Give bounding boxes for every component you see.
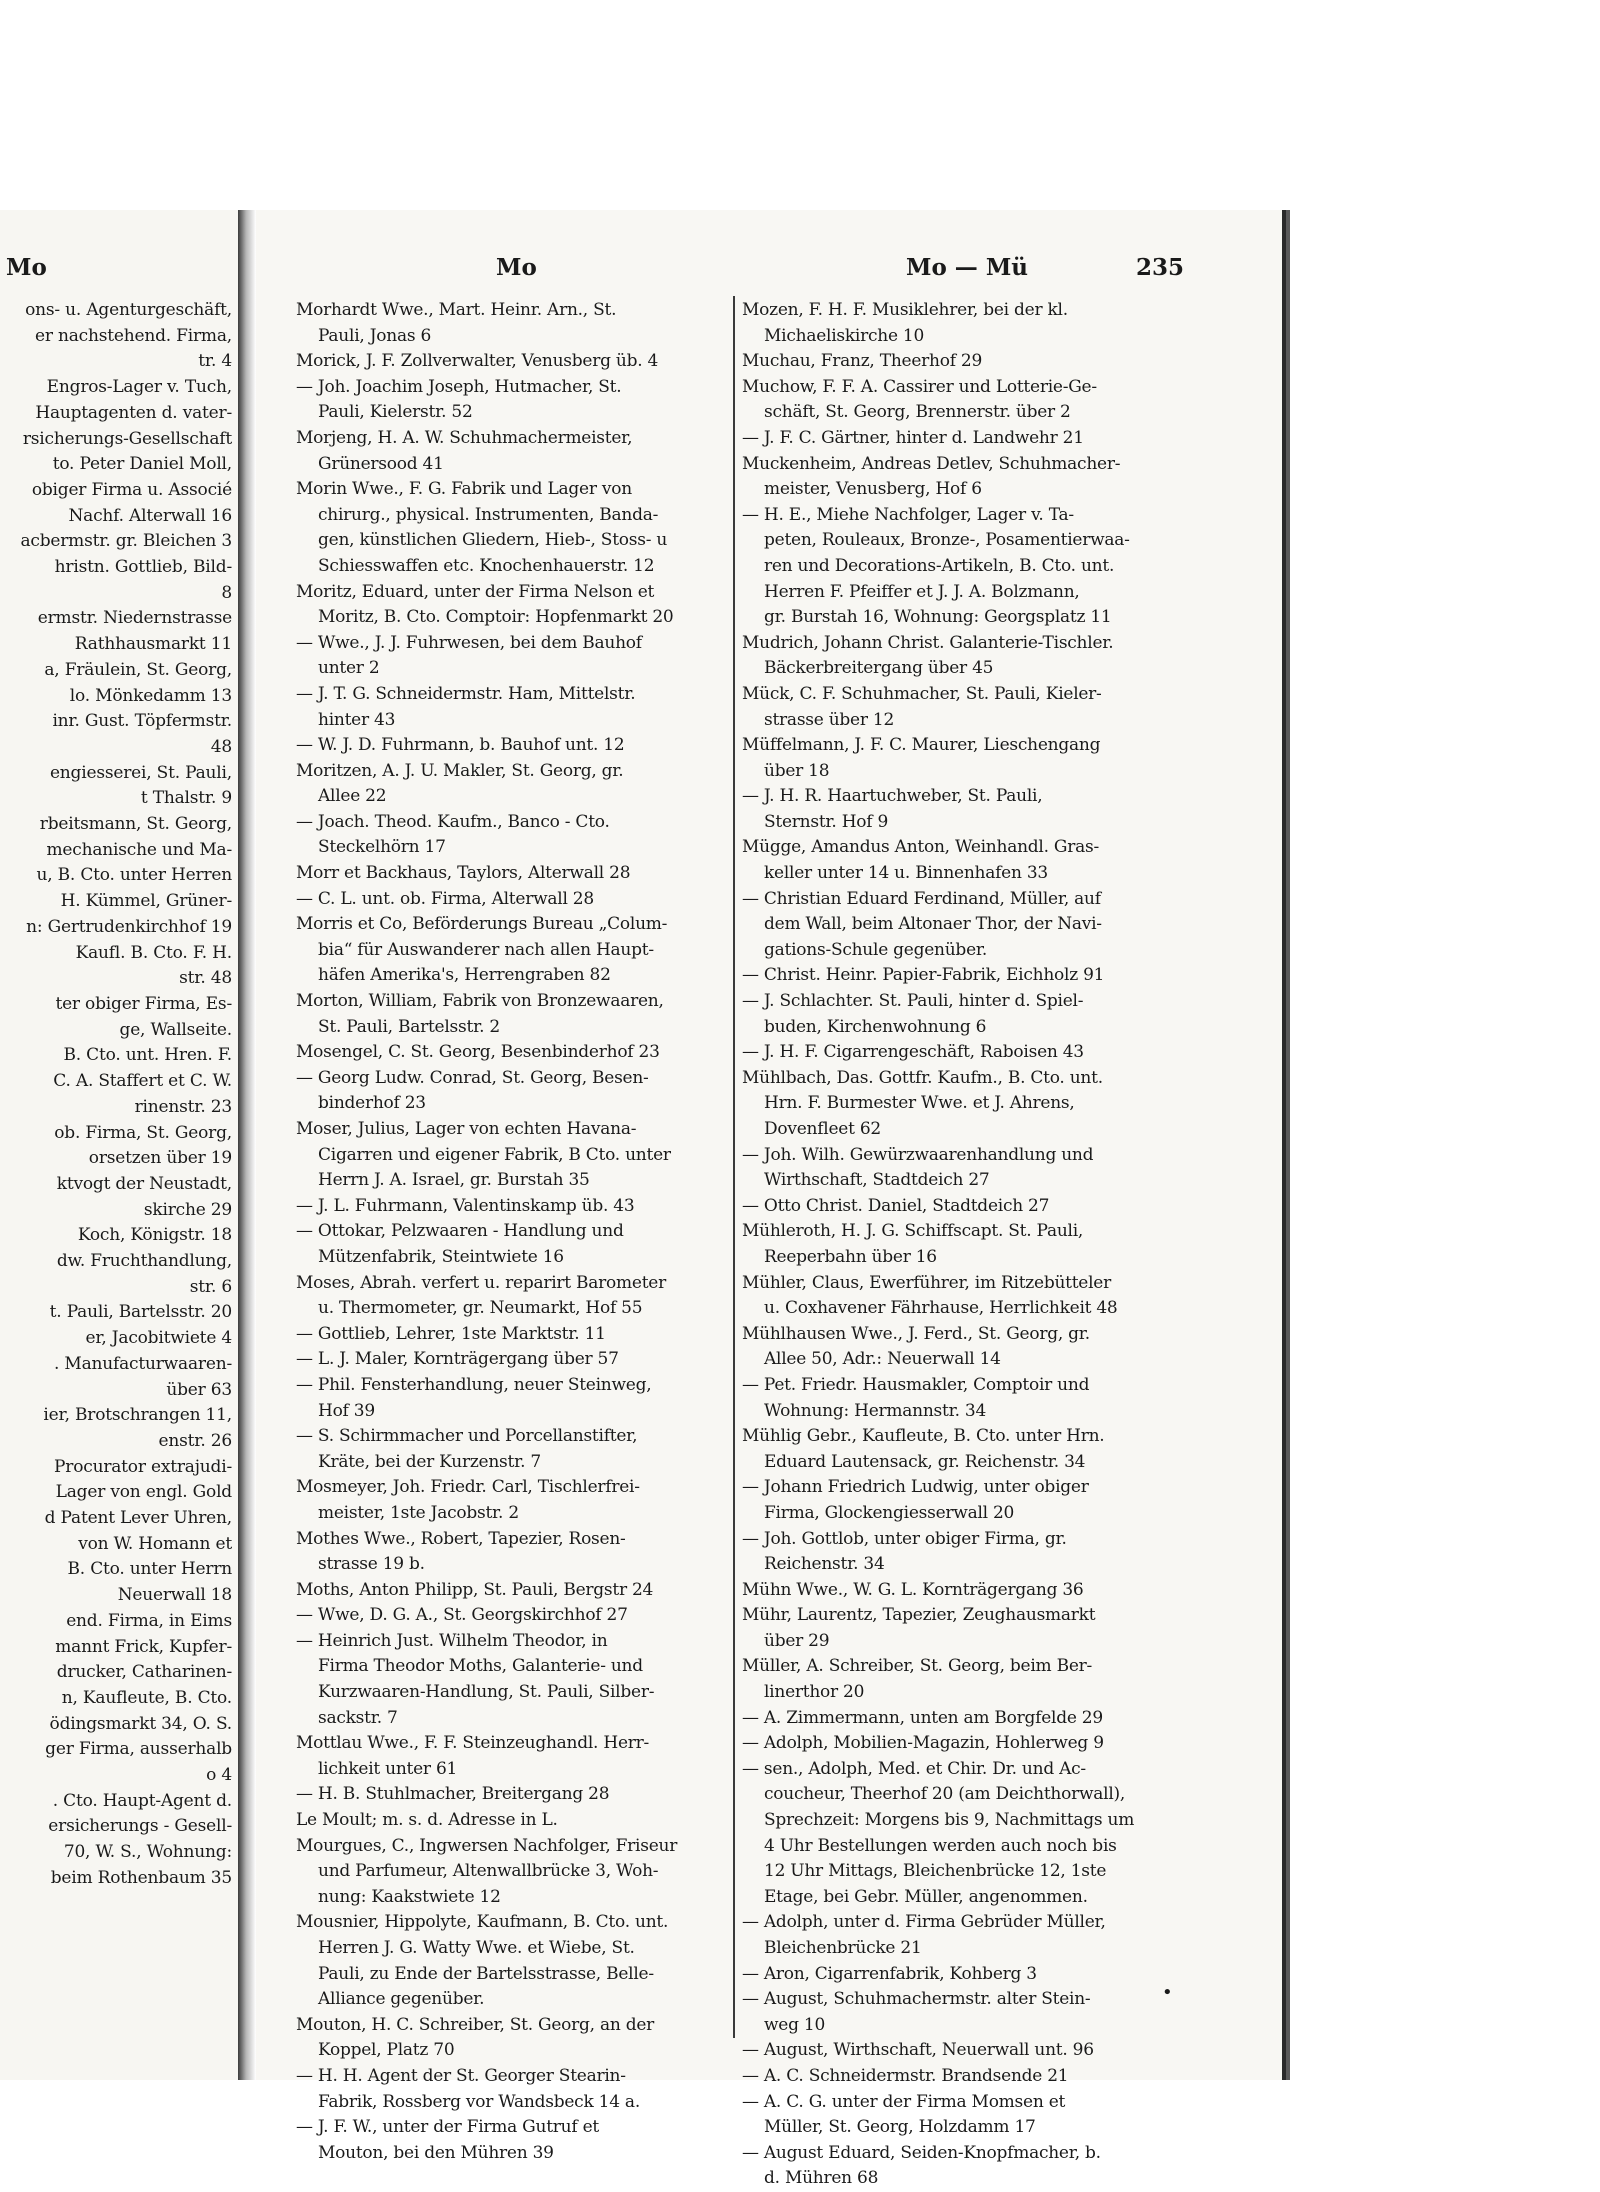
- entry-continuation-line: Moritz, B. Cto. Comptoir: Hopfenmarkt 20: [318, 607, 674, 628]
- entry-name-line: — L. J. Maler, Kornträgergang über 57: [296, 1349, 619, 1370]
- entry-continuation-line: gr. Burstah 16, Wohnung: Georgsplatz 11: [764, 607, 1112, 628]
- entry-name-line: Mühlig Gebr., Kaufleute, B. Cto. unter Hrn.: [742, 1426, 1105, 1447]
- directory-entry: [296, 1834, 716, 1911]
- previous-page-line: Hauptagenten d. vater-: [35, 402, 232, 423]
- entry-continuation-line: schäft, St. Georg, Brennerstr. über 2: [764, 402, 1071, 423]
- directory-entry: [296, 1603, 716, 1629]
- entry-name-line: — J. L. Fuhrmann, Valentinskamp üb. 43: [296, 1195, 635, 1216]
- entry-continuation-line: Allee 50, Adr.: Neuerwall 14: [764, 1349, 1001, 1370]
- previous-page-line: mannt Frick, Kupfer-: [55, 1636, 232, 1657]
- entry-continuation-line: Eduard Lautensack, gr. Reichenstr. 34: [764, 1451, 1086, 1472]
- entry-name-line: Mügge, Amandus Anton, Weinhandl. Gras-: [742, 837, 1099, 858]
- entry-continuation-line: Herrn J. A. Israel, gr. Burstah 35: [318, 1170, 590, 1191]
- entry-continuation-line: Müller, St. Georg, Holzdamm 17: [764, 2117, 1036, 2138]
- entry-name-line: — A. C. Schneidermstr. Brandsende 21: [742, 2065, 1069, 2086]
- directory-entry: [742, 349, 1172, 375]
- previous-page-line: von W. Homann et: [78, 1533, 232, 1554]
- previous-page-line: ermstr. Niedernstrasse: [37, 608, 232, 629]
- previous-page-line: Nachf. Alterwall 16: [68, 505, 232, 526]
- entry-name-line: — Wwe., J. J. Fuhrwesen, bei dem Bauhof: [296, 632, 642, 653]
- entry-continuation-line: Bleichenbrücke 21: [764, 1938, 922, 1958]
- directory-entry: [742, 1962, 1172, 1988]
- entry-name-line: — August Eduard, Seiden-Knopfmacher, b.: [742, 2142, 1101, 2163]
- entry-continuation-line: über 18: [764, 760, 830, 781]
- directory-entry: [296, 759, 716, 810]
- entry-continuation-line: d. Mühren 68: [764, 2168, 879, 2189]
- directory-entry: [296, 912, 716, 989]
- entry-continuation-line: coucheur, Theerhof 20 (am Deichthorwall),: [764, 1784, 1126, 1805]
- entry-name-line: — Adolph, unter d. Firma Gebrüder Müller,: [742, 1912, 1106, 1933]
- directory-entry: [296, 1040, 716, 1066]
- entry-continuation-line: gen, künstlichen Gliedern, Hieb-, Stoss- u: [318, 530, 668, 551]
- entry-name-line: Morhardt Wwe., Mart. Heinr. Arn., St.: [296, 300, 617, 320]
- directory-entry: [742, 1706, 1172, 1732]
- directory-entry: [742, 1322, 1172, 1373]
- previous-page-line: 70, W. S., Wohnung:: [63, 1842, 232, 1863]
- entry-continuation-line: Cigarren und eigener Fabrik, B Cto. unter: [318, 1144, 671, 1165]
- previous-page-line: inr. Gust. Töpfermstr.: [52, 711, 232, 732]
- entry-name-line: — J. H. R. Haartuchweber, St. Pauli,: [742, 786, 1043, 807]
- entry-continuation-line: Pauli, Jonas 6: [318, 325, 432, 346]
- directory-entry: [742, 1373, 1172, 1424]
- entry-continuation-line: linerthor 20: [764, 1682, 865, 1703]
- directory-entry: [296, 733, 716, 759]
- entry-name-line: — S. Schirmmacher und Porcellanstifter,: [296, 1426, 638, 1447]
- previous-page-line: o 4: [206, 1765, 232, 1786]
- entry-continuation-line: 12 Uhr Mittags, Bleichenbrücke 12, 1ste: [764, 1861, 1107, 1882]
- previous-page-line: Neuerwall 18: [117, 1585, 232, 1606]
- directory-entry: [742, 835, 1172, 886]
- directory-entry: [742, 887, 1172, 964]
- entry-name-line: — August, Wirthschaft, Neuerwall unt. 96: [742, 2040, 1094, 2061]
- directory-entry: [742, 503, 1172, 631]
- entry-name-line: Mozen, F. H. F. Musiklehrer, bei der kl.: [742, 300, 1068, 320]
- entry-continuation-line: weg 10: [764, 2014, 826, 2035]
- directory-entry: [742, 1194, 1172, 1220]
- entry-continuation-line: Reichenstr. 34: [764, 1554, 885, 1575]
- previous-page-line: ger Firma, ausserhalb: [45, 1739, 232, 1760]
- directory-entry: [742, 1731, 1172, 1757]
- directory-entry: [296, 1424, 716, 1475]
- previous-page-line: n, Kaufleute, B. Cto.: [61, 1687, 232, 1708]
- directory-entry: [742, 298, 1172, 349]
- directory-entry: [742, 426, 1172, 452]
- entry-name-line: — Johann Friedrich Ludwig, unter obiger: [742, 1477, 1089, 1498]
- previous-page-line: ons- u. Agenturgeschäft,: [25, 300, 232, 320]
- entry-name-line: — Gottlieb, Lehrer, 1ste Marktstr. 11: [296, 1323, 606, 1344]
- entry-continuation-line: Mützenfabrik, Steintwiete 16: [318, 1246, 564, 1267]
- previous-page-line: drucker, Catharinen-: [56, 1662, 232, 1683]
- directory-entry: [742, 1527, 1172, 1578]
- entry-name-line: — A. Zimmermann, unten am Borgfelde 29: [742, 1707, 1103, 1728]
- entry-name-line: Mouton, H. C. Schreiber, St. Georg, an der: [296, 2014, 655, 2035]
- previous-page-line: hristn. Gottlieb, Bild-: [54, 557, 232, 578]
- previous-page-header: Mo: [6, 254, 47, 281]
- entry-continuation-line: binderhof 23: [318, 1093, 426, 1114]
- entry-continuation-line: Wirthschaft, Stadtdeich 27: [764, 1170, 990, 1191]
- header-range: Mo — Mü: [906, 254, 1028, 281]
- entry-name-line: — Heinrich Just. Wilhelm Theodor, in: [296, 1630, 608, 1651]
- directory-entry: [742, 1424, 1172, 1475]
- entry-continuation-line: Pauli, Kielerstr. 52: [318, 402, 473, 423]
- entry-name-line: — Ottokar, Pelzwaaren - Handlung und: [296, 1221, 624, 1242]
- entry-continuation-line: Wohnung: Hermannstr. 34: [764, 1400, 987, 1421]
- entry-name-line: Mothes Wwe., Robert, Tapezier, Rosen-: [296, 1528, 626, 1549]
- entry-name-line: Mudrich, Johann Christ. Galanterie-Tischler.: [742, 632, 1114, 653]
- previous-page-line: H. Kümmel, Grüner-: [60, 891, 232, 912]
- previous-page-line: Lager von engl. Gold: [55, 1482, 232, 1503]
- previous-page-line: enstr. 26: [158, 1430, 232, 1451]
- directory-entry: [742, 1578, 1172, 1604]
- entry-name-line: Morjeng, H. A. W. Schuhmachermeister,: [296, 427, 633, 448]
- entry-continuation-line: u. Coxhavener Fährhause, Herrlichkeit 48: [764, 1298, 1118, 1319]
- entry-name-line: — J. H. F. Cigarrengeschäft, Raboisen 43: [742, 1042, 1084, 1063]
- entry-continuation-line: buden, Kirchenwohnung 6: [764, 1016, 987, 1037]
- previous-page-line: n: Gertrudenkirchhof 19: [26, 916, 232, 937]
- entry-name-line: — Joh. Gottlob, unter obiger Firma, gr.: [742, 1528, 1067, 1549]
- previous-page-line: B. Cto. unt. Hren. F.: [63, 1045, 232, 1066]
- entry-name-line: Moths, Anton Philipp, St. Pauli, Bergstr 24: [296, 1579, 654, 1600]
- entry-continuation-line: Firma Theodor Moths, Galanterie- und: [318, 1656, 643, 1677]
- previous-page-line: t Thalstr. 9: [140, 788, 232, 809]
- entry-continuation-line: Alliance gegenüber.: [318, 1989, 485, 2010]
- entry-name-line: Morris et Co, Beförderungs Bureau „Colum-: [296, 914, 668, 935]
- directory-entry: [742, 1475, 1172, 1526]
- previous-page-line: ersicherungs - Gesell-: [48, 1816, 232, 1837]
- previous-page-line: er nachstehend. Firma,: [34, 325, 232, 346]
- directory-entry: [296, 1731, 716, 1782]
- entry-continuation-line: häfen Amerika's, Herrengraben 82: [318, 965, 611, 986]
- previous-page-line: end. Firma, in Eims: [66, 1610, 232, 1631]
- entry-continuation-line: dem Wall, beim Altonaer Thor, der Navi-: [764, 914, 1102, 935]
- directory-entry: [296, 298, 716, 349]
- previous-page-line: rbeitsmann, St. Georg,: [39, 814, 232, 835]
- entry-continuation-line: peten, Rouleaux, Bronze-, Posamentierwaa-: [764, 530, 1130, 551]
- directory-entry: [296, 1910, 716, 2012]
- entry-continuation-line: Reeperbahn über 16: [764, 1246, 937, 1267]
- previous-page-line: dw. Fruchthandlung,: [56, 1251, 232, 1272]
- directory-entry: [742, 1603, 1172, 1654]
- entry-continuation-line: meister, 1ste Jacobstr. 2: [318, 1502, 519, 1523]
- entry-name-line: Muchau, Franz, Theerhof 29: [742, 351, 983, 372]
- entry-name-line: Mühr, Laurentz, Tapezier, Zeughausmarkt: [742, 1605, 1096, 1626]
- entry-continuation-line: Kräte, bei der Kurzenstr. 7: [318, 1451, 541, 1472]
- entry-continuation-line: ren und Decorations-Artikeln, B. Cto. unt.: [764, 555, 1115, 576]
- entry-name-line: Morr et Backhaus, Taylors, Alterwall 28: [296, 863, 631, 884]
- entry-name-line: Muchow, F. F. A. Cassirer und Lotterie-Ge-: [742, 376, 1097, 397]
- directory-column-right: [742, 298, 1172, 2192]
- directory-entry: [742, 989, 1172, 1040]
- directory-entry: [742, 375, 1172, 426]
- entry-name-line: Mühn Wwe., W. G. L. Kornträgergang 36: [742, 1579, 1084, 1600]
- entry-continuation-line: Koppel, Platz 70: [318, 2040, 455, 2061]
- directory-page: [256, 210, 1286, 2189]
- directory-entry: [296, 1322, 716, 1348]
- entry-name-line: — H. H. Agent der St. Georger Stearin-: [296, 2065, 626, 2086]
- entry-name-line: Mottlau Wwe., F. F. Steinzeughandl. Herr-: [296, 1733, 650, 1754]
- entry-name-line: — Georg Ludw. Conrad, St. Georg, Besen-: [296, 1067, 649, 1088]
- ink-mark: •: [1162, 1982, 1173, 2003]
- header-left-keyword: Mo: [496, 254, 537, 281]
- entry-name-line: Mück, C. F. Schuhmacher, St. Pauli, Kieler-: [742, 683, 1102, 704]
- entry-name-line: — Joach. Theod. Kaufm., Banco - Cto.: [296, 811, 610, 832]
- entry-name-line: Mosengel, C. St. Georg, Besenbinderhof 23: [296, 1042, 660, 1063]
- entry-name-line: — Christ. Heinr. Papier-Fabrik, Eichholz 91: [742, 965, 1105, 986]
- entry-name-line: — Aron, Cigarrenfabrik, Kohberg 3: [742, 1963, 1037, 1984]
- entry-continuation-line: über 29: [764, 1630, 830, 1651]
- column-divider: [733, 296, 735, 2038]
- directory-entry: [742, 2090, 1172, 2141]
- entry-continuation-line: unter 2: [318, 658, 380, 679]
- directory-entry: [296, 1373, 716, 1424]
- directory-entry: [296, 1219, 716, 1270]
- previous-page-line: ter obiger Firma, Es-: [55, 993, 232, 1014]
- entry-continuation-line: sackstr. 7: [318, 1707, 398, 1728]
- entry-continuation-line: Pauli, zu Ende der Bartelsstrasse, Belle-: [318, 1963, 654, 1984]
- directory-entry: [296, 349, 716, 375]
- entry-continuation-line: gations-Schule gegenüber.: [764, 939, 988, 960]
- entry-name-line: — J. Schlachter. St. Pauli, hinter d. Spiel-: [742, 991, 1084, 1012]
- previous-page-line: Procurator extrajudi-: [54, 1456, 232, 1477]
- directory-entry: [296, 1194, 716, 1220]
- directory-entry: [296, 477, 716, 579]
- directory-entry: [296, 1347, 716, 1373]
- entry-name-line: Mühlbach, Das. Gottfr. Kaufm., B. Cto. unt.: [742, 1067, 1103, 1088]
- previous-page-line: Rathhausmarkt 11: [74, 634, 232, 655]
- entry-name-line: — Phil. Fensterhandlung, neuer Steinweg,: [296, 1374, 652, 1395]
- entry-continuation-line: Allee 22: [318, 786, 387, 807]
- entry-name-line: Mühlhausen Wwe., J. Ferd., St. Georg, gr.: [742, 1323, 1090, 1344]
- page-header: [256, 254, 1282, 288]
- previous-page-line: orsetzen über 19: [88, 1148, 232, 1169]
- previous-page-line: tr. 4: [198, 351, 232, 372]
- directory-entry: [296, 375, 716, 426]
- directory-entry: [296, 989, 716, 1040]
- entry-continuation-line: Herren J. G. Watty Wwe. et Wiebe, St.: [318, 1938, 635, 1958]
- directory-entry: [296, 810, 716, 861]
- previous-page-line: über 63: [166, 1379, 232, 1400]
- entry-name-line: — A. C. G. unter der Firma Momsen et: [742, 2091, 1066, 2112]
- entry-name-line: Muckenheim, Andreas Detlev, Schuhmacher-: [742, 453, 1121, 474]
- entry-name-line: Morin Wwe., F. G. Fabrik und Lager von: [296, 479, 632, 500]
- directory-entry: [296, 1782, 716, 1808]
- directory-entry: [296, 2064, 716, 2115]
- previous-page-line: a, Fräulein, St. Georg,: [44, 659, 232, 680]
- directory-entry: [296, 2115, 716, 2166]
- entry-name-line: Mühler, Claus, Ewerführer, im Ritzebütteler: [742, 1272, 1111, 1293]
- directory-entry: [296, 2013, 716, 2064]
- previous-page-line: . Cto. Haupt-Agent d.: [52, 1790, 232, 1811]
- entry-continuation-line: Etage, bei Gebr. Müller, angenommen.: [764, 1886, 1088, 1907]
- entry-name-line: Müffelmann, J. F. C. Maurer, Lieschengang: [742, 735, 1101, 756]
- entry-continuation-line: Michaeliskirche 10: [764, 325, 925, 346]
- entry-name-line: — August, Schuhmachermstr. alter Stein-: [742, 1989, 1091, 2010]
- directory-entry: [296, 426, 716, 477]
- entry-name-line: Moritz, Eduard, unter der Firma Nelson et: [296, 581, 655, 602]
- directory-entry: [742, 1987, 1172, 2038]
- entry-continuation-line: chirurg., physical. Instrumenten, Banda-: [318, 504, 659, 525]
- directory-entry: [742, 1654, 1172, 1705]
- entry-name-line: — Otto Christ. Daniel, Stadtdeich 27: [742, 1195, 1050, 1216]
- entry-name-line: Moses, Abrah. verfert u. reparirt Barometer: [296, 1272, 666, 1293]
- entry-continuation-line: hinter 43: [318, 709, 396, 730]
- previous-page-text: [0, 298, 232, 1892]
- previous-page-line: ier, Brotschrangen 11,: [43, 1405, 232, 1426]
- entry-continuation-line: Hrn. F. Burmester Wwe. et J. Ahrens,: [764, 1093, 1075, 1114]
- directory-entry: [296, 1808, 716, 1834]
- entry-name-line: Morick, J. F. Zollverwalter, Venusberg üb. 4: [296, 351, 659, 372]
- entry-name-line: — J. F. C. Gärtner, hinter d. Landwehr 21: [742, 427, 1084, 448]
- previous-page-line: beim Rothenbaum 35: [50, 1867, 232, 1888]
- entry-name-line: Mosmeyer, Joh. Friedr. Carl, Tischlerfrei-: [296, 1477, 640, 1498]
- entry-continuation-line: Steckelhörn 17: [318, 837, 446, 858]
- directory-entry: [742, 631, 1172, 682]
- directory-entry: [296, 861, 716, 887]
- entry-name-line: Mühleroth, H. J. G. Schiffscapt. St. Pauli,: [742, 1221, 1084, 1242]
- entry-continuation-line: Mouton, bei den Mühren 39: [318, 2142, 554, 2163]
- directory-entry: [742, 2038, 1172, 2064]
- entry-continuation-line: Schiesswaffen etc. Knochenhauerstr. 12: [318, 555, 655, 576]
- directory-entry: [742, 1219, 1172, 1270]
- previous-page-line: d Patent Lever Uhren,: [44, 1508, 232, 1529]
- entry-continuation-line: Herren F. Pfeiffer et J. J. A. Bolzmann,: [764, 581, 1080, 602]
- directory-entry: [742, 733, 1172, 784]
- previous-page-line: Koch, Königstr. 18: [77, 1225, 232, 1246]
- entry-name-line: Moritzen, A. J. U. Makler, St. Georg, gr.: [296, 760, 624, 781]
- previous-page-line: er, Jacobitwiete 4: [85, 1328, 232, 1349]
- entry-name-line: — H. E., Miehe Nachfolger, Lager v. Ta-: [742, 504, 1074, 525]
- directory-entry: [742, 1143, 1172, 1194]
- entry-continuation-line: St. Pauli, Bartelsstr. 2: [318, 1016, 500, 1037]
- previous-page-line: lo. Mönkedamm 13: [69, 685, 232, 706]
- entry-name-line: Morton, William, Fabrik von Bronzewaaren,: [296, 991, 664, 1012]
- directory-entry: [296, 1117, 716, 1194]
- previous-page-line: skirche 29: [143, 1199, 232, 1220]
- entry-name-line: Le Moult; m. s. d. Adresse in L.: [296, 1810, 558, 1831]
- entry-name-line: — W. J. D. Fuhrmann, b. Bauhof unt. 12: [296, 735, 625, 756]
- directory-entry: [296, 1629, 716, 1731]
- entry-name-line: — Adolph, Mobilien-Magazin, Hohlerweg 9: [742, 1733, 1104, 1754]
- directory-entry: [742, 2064, 1172, 2090]
- directory-entry: [296, 1475, 716, 1526]
- book-gutter: [238, 210, 256, 2080]
- entry-continuation-line: lichkeit unter 61: [318, 1758, 458, 1779]
- entry-name-line: Moser, Julius, Lager von echten Havana-: [296, 1119, 637, 1139]
- entry-continuation-line: keller unter 14 u. Binnenhafen 33: [764, 863, 1048, 884]
- directory-entry: [742, 1040, 1172, 1066]
- entry-continuation-line: Grünersood 41: [318, 453, 444, 474]
- previous-page-line: 48: [210, 736, 232, 757]
- directory-entry: [296, 1271, 716, 1322]
- entry-continuation-line: u. Thermometer, gr. Neumarkt, Hof 55: [318, 1298, 643, 1319]
- entry-continuation-line: bia“ für Auswanderer nach allen Haupt-: [318, 939, 654, 960]
- directory-entry: [742, 1271, 1172, 1322]
- entry-name-line: — C. L. unt. ob. Firma, Alterwall 28: [296, 888, 594, 909]
- entry-name-line: Mourgues, C., Ingwersen Nachfolger, Friseur: [296, 1835, 678, 1856]
- directory-entry: [742, 452, 1172, 503]
- previous-page-line: C. A. Staffert et C. W.: [53, 1071, 232, 1092]
- entry-name-line: — Wwe, D. G. A., St. Georgskirchhof 27: [296, 1605, 628, 1626]
- directory-entry: [296, 1066, 716, 1117]
- directory-entry: [296, 887, 716, 913]
- directory-entry: [742, 682, 1172, 733]
- entry-continuation-line: Dovenfleet 62: [764, 1119, 881, 1139]
- directory-entry: [296, 631, 716, 682]
- directory-entry: [742, 1757, 1172, 1911]
- page-number: 235: [1136, 254, 1185, 281]
- entry-continuation-line: strasse über 12: [764, 709, 895, 730]
- entry-name-line: — H. B. Stuhlmacher, Breitergang 28: [296, 1784, 610, 1805]
- entry-continuation-line: Bäckerbreitergang über 45: [764, 658, 994, 679]
- directory-entry: [296, 1527, 716, 1578]
- previous-page-line: ge, Wallseite.: [119, 1019, 232, 1040]
- directory-entry: [296, 580, 716, 631]
- entry-continuation-line: Sternstr. Hof 9: [764, 811, 889, 832]
- previous-page-line: mechanische und Ma-: [46, 839, 232, 860]
- entry-name-line: — J. F. W., unter der Firma Gutruf et: [296, 2117, 599, 2138]
- previous-page-line: engiesserei, St. Pauli,: [49, 762, 232, 783]
- entry-continuation-line: Firma, Glockengiesserwall 20: [764, 1502, 1015, 1523]
- directory-entry: [742, 784, 1172, 835]
- previous-page-line: str. 6: [189, 1276, 232, 1297]
- entry-continuation-line: meister, Venusberg, Hof 6: [764, 479, 982, 500]
- previous-page-line: 8: [221, 582, 232, 603]
- entry-name-line: Mousnier, Hippolyte, Kaufmann, B. Cto. unt.: [296, 1912, 669, 1933]
- previous-page-line: . Manufacturwaaren-: [53, 1353, 232, 1374]
- directory-entry: [742, 963, 1172, 989]
- previous-page-line: ob. Firma, St. Georg,: [54, 1122, 232, 1143]
- entry-continuation-line: Fabrik, Rossberg vor Wandsbeck 14 a.: [318, 2091, 640, 2112]
- entry-name-line: — Joh. Wilh. Gewürzwaarenhandlung und: [742, 1144, 1094, 1165]
- entry-continuation-line: strasse 19 b.: [318, 1554, 425, 1575]
- entry-name-line: — Christian Eduard Ferdinand, Müller, auf: [742, 888, 1101, 909]
- entry-continuation-line: Hof 39: [318, 1400, 375, 1421]
- directory-entry: [296, 682, 716, 733]
- entry-name-line: — sen., Adolph, Med. et Chir. Dr. und Ac-: [742, 1758, 1086, 1779]
- previous-page-line: t. Pauli, Bartelsstr. 20: [49, 1302, 232, 1323]
- previous-page-fragment: [0, 210, 240, 2080]
- entry-continuation-line: nung: Kaakstwiete 12: [318, 1886, 501, 1907]
- entry-name-line: — Joh. Joachim Joseph, Hutmacher, St.: [296, 376, 622, 397]
- previous-page-line: Kaufl. B. Cto. F. H.: [75, 942, 232, 963]
- previous-page-line: rinenstr. 23: [134, 1096, 232, 1117]
- previous-page-line: str. 48: [179, 968, 232, 989]
- previous-page-line: ödingsmarkt 34, O. S.: [49, 1713, 232, 1734]
- previous-page-line: to. Peter Daniel Moll,: [52, 454, 232, 475]
- entry-name-line: Müller, A. Schreiber, St. Georg, beim Ber-: [742, 1656, 1092, 1677]
- entry-continuation-line: Kurzwaaren-Handlung, St. Pauli, Silber-: [318, 1682, 655, 1703]
- entry-name-line: — J. T. G. Schneidermstr. Ham, Mittelstr.: [296, 683, 636, 704]
- previous-page-line: B. Cto. unter Herrn: [67, 1559, 232, 1580]
- directory-entry: [742, 1066, 1172, 1143]
- previous-page-line: obiger Firma u. Associé: [31, 479, 232, 500]
- previous-page-line: rsicherungs-Gesellschaft: [22, 428, 232, 449]
- previous-page-line: u, B. Cto. unter Herren: [36, 865, 232, 886]
- entry-continuation-line: und Parfumeur, Altenwallbrücke 3, Woh-: [318, 1861, 659, 1882]
- previous-page-line: ktvogt der Neustadt,: [56, 1173, 232, 1194]
- directory-entry: [742, 2141, 1172, 2192]
- directory-column-left: [296, 298, 716, 2166]
- directory-entry: [742, 1910, 1172, 1961]
- entry-continuation-line: Sprechzeit: Morgens bis 9, Nachmittags um: [764, 1810, 1135, 1831]
- previous-page-line: Engros-Lager v. Tuch,: [46, 377, 232, 398]
- directory-entry: [296, 1578, 716, 1604]
- previous-page-line: acbermstr. gr. Bleichen 3: [20, 531, 232, 552]
- entry-name-line: — Pet. Friedr. Hausmakler, Comptoir und: [742, 1374, 1090, 1395]
- entry-continuation-line: 4 Uhr Bestellungen werden auch noch bis: [764, 1835, 1117, 1856]
